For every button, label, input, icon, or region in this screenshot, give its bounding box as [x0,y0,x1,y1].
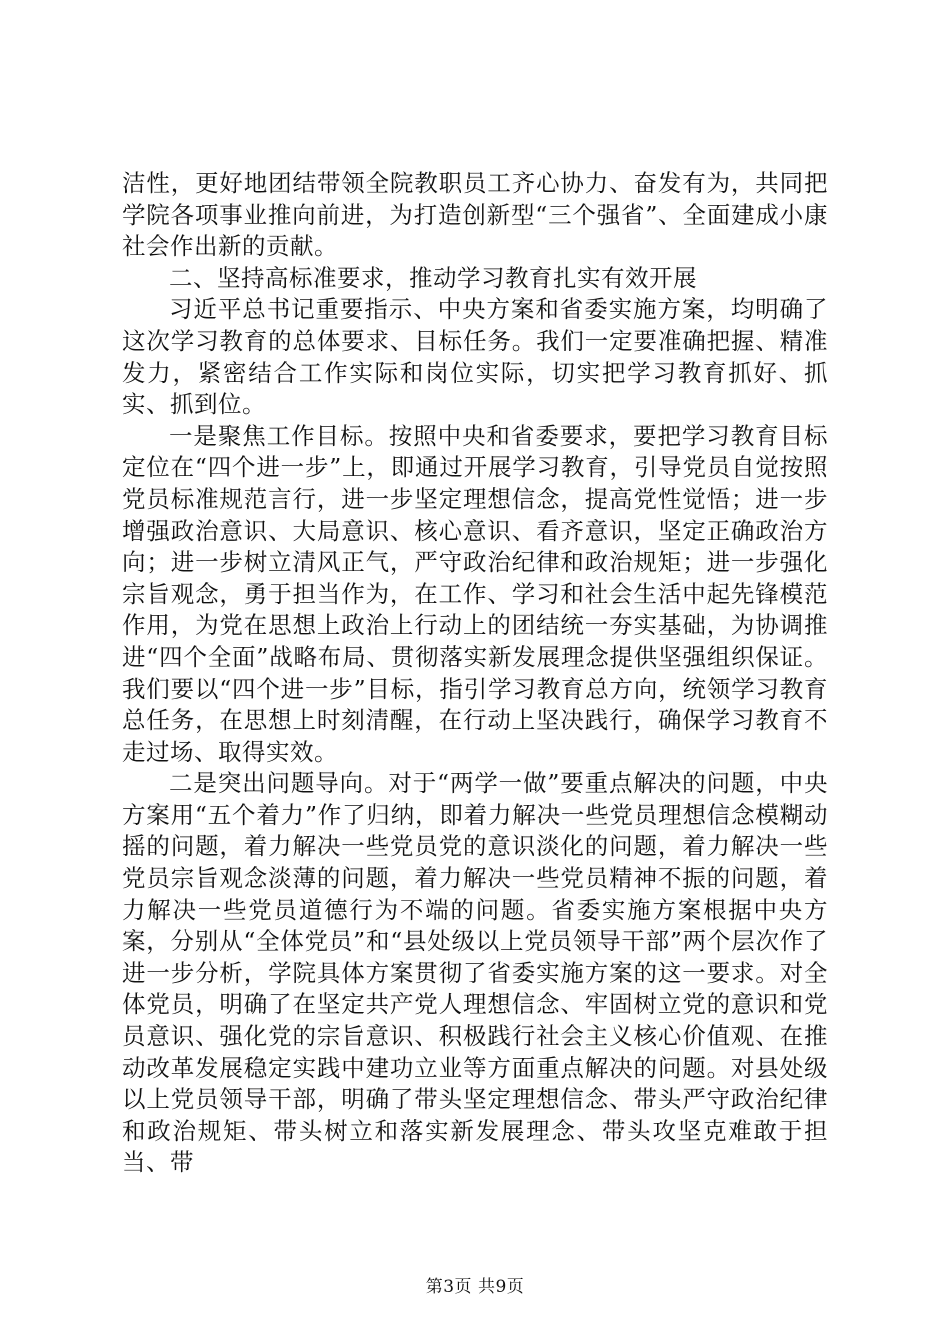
paragraph-work-goals: 一是聚焦工作目标。按照中央和省委要求，要把学习教育目标定位在“四个进一步”上，即通过开展学习教育，引导党员自觉按照党员标准规范言行，进一步坚定理想信念，提高党性觉悟；进一步增强政治意识、大局意识、核心意识、看齐意识，坚定正确政治方向；进一步树立清风正气，严守政治纪律和政治规矩；进一步强化宗旨观念，勇于担当作为，在工作、学习和社会生活中起先锋模范作用，为党在思想上政治上行动上的团结统一夯实基础，为协调推进“四个全面”战略布局、贯彻落实新发展理念提供坚强组织保证。我们要以“四个进一步”目标，指引学习教育总方向，统领学习教育总任务，在思想上时刻清醒，在行动上坚决践行，确保学习教育不走过场、取得实效。 [122,421,828,766]
paragraph-continuation: 洁性，更好地团结带领全院教职员工齐心协力、奋发有为，共同把学院各项事业推向前进，为打造创新型“三个强省”、全面建成小康社会作出新的贡献。 [122,169,828,261]
document-body [122,168,828,1179]
paragraph-requirements: 习近平总书记重要指示、中央方案和省委实施方案，均明确了这次学习教育的总体要求、目标任务。我们一定要准确把握、精准发力，紧密结合工作实际和岗位实际，切实把学习教育抓好、抓实、抓到位。 [122,295,828,419]
paragraph-problem-orientation: 二是突出问题导向。对于“两学一做”要重点解决的问题，中央方案用“五个着力”作了归纳，即着力解决一些党员理想信念模糊动摇的问题，着力解决一些党员党的意识淡化的问题，着力解决一些党员宗旨观念淡薄的问题，着力解决一些党员精神不振的问题，着力解决一些党员道德行为不端的问题。省委实施方案根据中央方案，分别从“全体党员”和“县处级以上党员领导干部”两个层次作了进一步分析，学院具体方案贯彻了省委实施方案的这一要求。对全体党员，明确了在坚定共产党人理想信念、牢固树立党的意识和党员意识、强化党的宗旨意识、积极践行社会主义核心价值观、在推动改革发展稳定实践中建功立业等方面重点解决的问题。对县处级以上党员领导干部，明确了带头坚定理想信念、带头严守政治纪律和政治规矩、带头树立和落实新发展理念、带头攻坚克难敢于担当、带 [122,769,828,1177]
section-heading: 二、坚持高标准要求，推动学习教育扎实有效开展 [169,263,697,292]
page-footer: 第3页 共9页 [425,1277,525,1297]
